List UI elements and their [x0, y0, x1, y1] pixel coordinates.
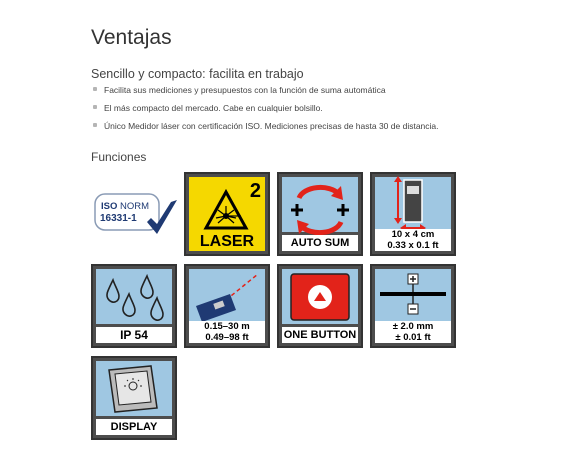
one-button-label: ONE BUTTON [283, 329, 357, 341]
range-metric: 0.15–30 m [189, 321, 265, 332]
device-size-metric: 10 x 4 cm [375, 229, 451, 240]
display-icon [91, 356, 177, 440]
list-item [91, 86, 439, 104]
auto-sum-icon [277, 172, 363, 256]
list-item [91, 104, 439, 122]
display-label: DISPLAY [96, 419, 172, 435]
one-button-icon [277, 264, 363, 348]
ip-rating-label: IP 54 [96, 327, 172, 343]
laser-class-number: 2 [249, 180, 261, 202]
section-title-ventajas: Ventajas [91, 26, 172, 49]
iso-label: ISO [101, 201, 118, 212]
bullet-icon [93, 123, 97, 127]
accuracy-imperial: ± 0.01 ft [375, 332, 451, 343]
norm-label: NORM [120, 201, 150, 212]
bullet-icon [93, 87, 97, 91]
accuracy-metric: ± 2.0 mm [375, 321, 451, 332]
list-item-text: Facilita sus mediciones y presupuestos con la función de suma automática [104, 85, 386, 95]
bullet-icon [93, 105, 97, 109]
range-imperial: 0.49–98 ft [189, 332, 265, 343]
laser-label: LASER [199, 233, 255, 250]
iso-number: 16331-1 [100, 213, 137, 224]
section-subtitle: Sencillo y compacto: facilita en trabajo [91, 67, 304, 81]
iso-norm-icon [91, 172, 177, 256]
accuracy-icon [370, 264, 456, 348]
device-size-icon [370, 172, 456, 256]
auto-sum-label: AUTO SUM [282, 235, 358, 251]
device-size-imperial: 0.33 x 0.1 ft [375, 240, 451, 251]
list-item-text: El más compacto del mercado. Cabe en cualquier bolsillo. [104, 103, 323, 113]
water-drops-icon [91, 264, 177, 348]
laser-class-icon [184, 172, 270, 256]
measuring-range-icon [184, 264, 270, 348]
list-item-text: Único Medidor láser con certificación ISO. Mediciones precisas de hasta 30 de distancia. [104, 121, 439, 131]
section-title-funciones: Funciones [91, 150, 147, 164]
list-item [91, 122, 439, 140]
advantages-list [91, 86, 439, 140]
